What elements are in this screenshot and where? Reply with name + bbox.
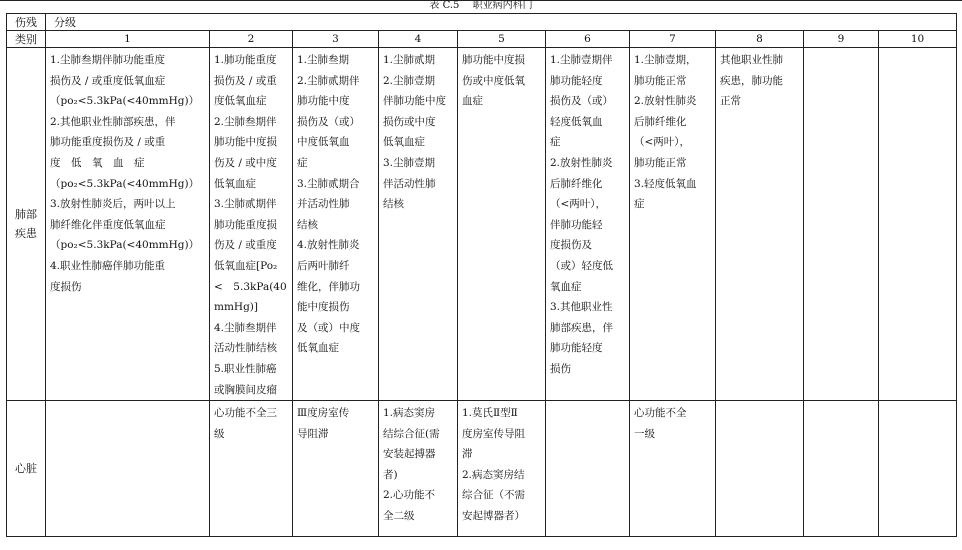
cell-text-line: 度房室传导阻 [462,427,525,440]
cell-text-line: 肺部疾患，伴 [550,321,613,334]
cell-text-line: 肺功能正常 [634,74,687,87]
table-caption [0,0,962,11]
grade-7-cell [630,48,716,401]
cell-text-line: 肺功能轻度 [550,342,603,355]
category-label: 疾患 [15,227,37,241]
table-name: 职业病内科门 [472,0,533,11]
cell-text-line: 肺功能中度 [297,95,350,108]
cell-text-line: 结核 [383,198,404,211]
cell-text-line: 心功能不全 [634,407,687,420]
cell-text-line: 2.病态窦房结 [462,468,525,481]
grade-7-cell [630,401,716,537]
grade-8-cell [716,48,804,401]
cell-text-line: 肺功能重度损伤及 / 或重 [50,136,166,149]
cell-text-line: 结核 [297,218,318,231]
cell-text-line: 伴活动性肺 [383,177,436,190]
header-grade: 分级 [46,14,957,31]
cell-text-line: 症 [634,198,645,211]
cell-text-line: 1.尘肺壹期伴 [550,54,613,66]
grade-6-cell [546,401,630,537]
grade-10-cell [879,401,957,537]
grade-header-7: 7 [630,31,716,48]
cell-text-line: 5.职业性肺癌 [214,362,277,375]
cell-text-line: 及（或）中度 [297,321,360,334]
cell-text-line: （po₂<5.3kPa(<40mmHg)） [50,177,200,190]
cell-text-line: 氧血症 [550,280,582,293]
cell-text-line: 者) [383,468,398,481]
cell-text-line: 损伤及 / 或重度低氧血症 [50,74,166,87]
cell-text-line: 后肺纤维化 [634,115,687,128]
cell-text-line: 1.肺功能重度 [214,54,277,66]
cell-text-line: 心功能不全三 [214,407,277,420]
grade-3-cell [293,401,379,537]
cell-text-line: 3.轻度低氧血 [634,177,697,190]
cell-text-line: 1.尘肺贰期 [383,54,436,66]
cell-text-line: 轻度低氧血 [550,115,603,128]
cell-text-line: 损伤及 / 或重 [214,74,277,87]
grade-8-cell [716,401,804,537]
cell-text-line: 维化，伴肺功 [297,280,360,293]
cell-text-line: 滞 [462,448,473,461]
cell-text-line: 全二级 [383,510,415,523]
cell-text-line: （<两叶）， [634,136,691,149]
header-row-1 [7,14,957,31]
grade-header-2: 2 [210,31,293,48]
cell-text-line: 疾患，肺功能 [720,74,783,87]
cell-text-line: 导阻滞 [297,427,329,440]
cell-text-line: 损伤 [550,362,571,375]
cell-text-line: 3.放射性肺炎后，两叶以上 [50,198,176,211]
cell-text-line: 正常 [720,95,741,108]
grade-header-3: 3 [293,31,379,48]
cell-text-line: 伴肺功能中度 [383,95,446,108]
grade-9-cell [804,401,879,537]
grade-4-cell [379,401,458,537]
grade-header-6: 6 [546,31,630,48]
cell-text-line: 低氧血症 [297,342,339,355]
grade-1-cell [46,48,210,401]
cell-text-line: 结综合征(需 [383,427,440,440]
cell-text-line: 级 [214,427,225,440]
cell-text-line: 后肺纤维化 [550,177,603,190]
grade-header-8: 8 [716,31,804,48]
grade-4-cell [379,48,458,401]
grade-5-cell [458,401,546,537]
cell-text-line: 伴肺功能轻 [550,218,603,231]
cell-text-line: 伤及 / 或重度 [214,239,277,252]
header-injury: 伤残 [7,14,46,31]
cell-text-line: 1.尘肺壹期， [634,54,697,66]
grade-header-10: 10 [879,31,957,48]
grade-6-cell [546,48,630,401]
cell-text-line: （<两叶）， [550,198,607,211]
cell-text-line: 低氧血症 [214,177,256,190]
cell-text-line: 肺功能重度损 [214,218,277,231]
cell-text-line: 2.放射性肺炎 [634,95,697,108]
category-cell [7,401,46,537]
grade-2-cell [210,48,293,401]
cell-text-line: 后两叶肺纤 [297,259,350,272]
cell-text-line: 4.放射性肺炎 [297,239,360,252]
cell-text-line: 2.其他职业性肺部疾患，伴 [50,115,176,128]
category-label: 心脏 [15,462,37,476]
cell-text-line: 2.心功能不 [383,489,436,502]
header-row-2 [7,31,957,48]
cell-text-line: 其他职业性肺 [720,54,783,66]
cell-text-line: 度损伤 [50,280,82,293]
cell-text-line: 1.尘肺叁期 [297,54,350,66]
header-category: 类别 [7,31,46,48]
cell-text-line: （或）轻度低 [550,259,613,272]
cell-text-line: 损伤及（或） [297,115,360,128]
cell-text-line: 或胸膜间皮瘤 [214,383,277,396]
cell-text-line: mmHg)] [214,301,258,314]
cell-text-line: 症 [550,136,561,149]
cell-text-line: 3.其他职业性 [550,301,613,314]
cell-text-line: 1.病态窦房 [383,407,436,420]
grade-1-cell [46,401,210,537]
cell-text-line: 综合征（不需 [462,489,525,502]
cell-text-line: 3.尘肺贰期合 [297,177,360,190]
category-label: 肺部 [15,208,37,222]
cell-text-line: 肺功能中度损 [214,136,277,149]
cell-text-line: 3.尘肺贰期伴 [214,198,277,211]
cell-text-line: 度损伤及 [550,239,592,252]
category-cell [7,48,46,401]
cell-text-line: 度低氧血症 [214,95,267,108]
cell-text-line: 3.尘肺壹期 [383,156,436,169]
cell-text-line: 肺功能正常 [634,156,687,169]
cell-text-line: 肺功能中度损 [462,54,525,66]
cell-text-line: 安起博器者） [462,510,525,523]
grade-header-4: 4 [379,31,458,48]
table-row-lung [7,48,957,401]
grade-header-9: 9 [804,31,879,48]
cell-text-line: 肺功能轻度 [550,74,603,87]
table-number: 表 C.5 [429,0,460,11]
cell-text-line: 伤及 / 或中度 [214,156,277,169]
grade-2-cell [210,401,293,537]
cell-text-line: 活动性肺结核 [214,342,277,355]
grade-10-cell [879,48,957,401]
cell-text-line: 损伤及（或） [550,95,613,108]
cell-text-line: 血症 [462,95,483,108]
grade-header-5: 5 [458,31,546,48]
cell-text-line: 低氧血症[Po₂ [214,259,278,272]
cell-text-line: 低氧血症 [383,136,425,149]
cell-text-line: 4.职业性肺癌伴肺功能重 [50,259,166,272]
cell-text-line: （po₂<5.3kPa(<40mmHg)） [50,239,200,252]
cell-text-line: 一级 [634,427,655,440]
cell-text-line: 2.尘肺叁期伴 [214,115,277,128]
cell-text-line: 2.放射性肺炎 [550,156,613,169]
cell-text-line: 症 [297,156,308,169]
cell-text-line: （po₂<5.3kPa(<40mmHg)） [50,95,200,108]
table-row-heart [7,401,957,537]
cell-text-line: 肺纤维化伴重度低氧血症 [50,218,166,231]
cell-text-line: 4.尘肺叁期伴 [214,321,277,334]
grade-header-1: 1 [46,31,210,48]
cell-text-line: 1.尘肺叁期伴肺功能重度 [50,54,166,66]
cell-text-line: 2.尘肺贰期伴 [297,74,360,87]
cell-text-line: 中度低氧血 [297,136,350,149]
cell-text-line: 损伤或中度 [383,115,436,128]
cell-text-line: 度 低 氧 血 症 [50,156,145,169]
grade-5-cell [458,48,546,401]
cell-text-line: 并活动性肺 [297,198,350,211]
cell-text-line: < 5.3kPa(40 [214,280,287,293]
cell-text-line: 2.尘肺壹期 [383,74,436,87]
cell-text-line: 安装起搏器 [383,448,436,461]
cell-text-line: Ⅲ度房室传 [297,407,350,420]
cell-text-line: 能中度损伤 [297,301,350,314]
grade-3-cell [293,48,379,401]
cell-text-line: 伤或中度低氧 [462,74,525,87]
cell-text-line: 1.莫氏Ⅱ型Ⅱ [462,407,518,420]
grade-9-cell [804,48,879,401]
disability-grade-table [6,13,957,537]
